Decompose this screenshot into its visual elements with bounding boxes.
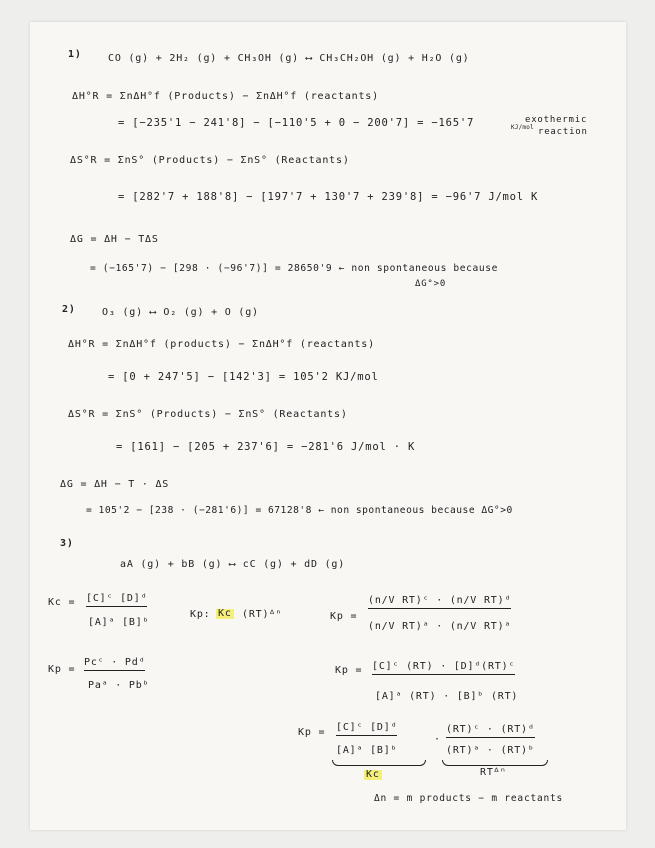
kp-final-numerator-2: (RT)ᶜ · (RT)ᵈ <box>446 725 535 738</box>
q2-gibbs-definition: ΔG = ΔH − T · ΔS <box>60 479 170 490</box>
kp-final-label: Kp = <box>298 727 326 738</box>
q1-gibbs-condition: ΔG°>0 <box>415 279 447 289</box>
q1-gibbs-definition: ΔG = ΔH − TΔS <box>70 234 159 245</box>
kp-final-denominator-2: (RT)ᵃ · (RT)ᵇ <box>446 745 535 756</box>
q2-number: 2) <box>62 304 76 315</box>
rt-underbrace <box>442 760 548 766</box>
kp-nv-numerator: (n/V RT)ᶜ · (n/V RT)ᵈ <box>368 596 511 609</box>
q1-reaction-note: reaction <box>538 127 588 137</box>
q1-enthalpy-definition: ΔH°R = ΣnΔH°f (Products) − ΣnΔH°f (reactants) <box>72 91 379 102</box>
kp-relation-kc-highlighted: Kc <box>218 608 232 619</box>
kp-final-dot: · <box>434 734 441 745</box>
q2-entropy-calculation: = [161] − [205 + 237'6] = −281'6 J/mol · K <box>116 441 416 453</box>
kp-conc-denominator: [A]ᵃ (RT) · [B]ᵇ (RT) <box>375 691 519 702</box>
delta-n-definition: Δn = m products − m reactants <box>374 793 564 804</box>
q2-enthalpy-calculation: = [0 + 247'5] − [142'3] = 105'2 KJ/mol <box>108 371 379 383</box>
q2-gibbs-calculation: = 105'2 − [238 · (−281'6)] = 67128'8 ← non spontaneous because ΔG°>0 <box>86 505 513 516</box>
kp-final-rt-dn: RTᐞⁿ <box>480 767 507 778</box>
kc-label: Kc = <box>48 597 76 608</box>
kp-final-kc-highlighted: Kc <box>366 769 380 780</box>
q1-reaction: CO (g) + 2H₂ (g) + CH₃OH (g) ⟷ CH₃CH₂OH (g) + H₂O (g) <box>108 53 470 64</box>
q2-entropy-definition: ΔS°R = ΣnS° (Products) − ΣnS° (Reactants) <box>68 409 348 420</box>
kc-underbrace <box>332 760 426 766</box>
q1-enthalpy-calculation: = [−235'1 − 241'8] − [−110'5 + 0 − 200'7] = −165'7 <box>118 117 475 129</box>
q1-entropy-calculation: = [282'7 + 188'8] − [197'7 + 130'7 + 239'8] = −96'7 J/mol K <box>118 191 539 203</box>
q1-number: 1) <box>68 49 82 60</box>
kc-denominator: [A]ᵃ [B]ᵇ <box>88 617 150 628</box>
handwritten-page <box>30 22 626 830</box>
kp-pressure-label: Kp = <box>48 664 76 675</box>
kp-pressure-numerator: Pcᶜ · Pdᵈ <box>84 658 145 671</box>
q3-reaction: aA (g) + bB (g) ⟷ cC (g) + dD (g) <box>120 559 346 570</box>
kc-numerator: [C]ᶜ [D]ᵈ <box>86 594 147 607</box>
kp-final-denominator-1: [A]ᵃ [B]ᵇ <box>336 745 398 756</box>
q3-number: 3) <box>60 538 74 549</box>
q1-exothermic-note: exothermic <box>525 115 588 125</box>
kp-conc-label: Kp = <box>335 665 363 676</box>
kp-relation-rt: (RT)ᐞⁿ <box>242 609 283 620</box>
q1-enthalpy-unit: KJ/mol <box>511 124 534 131</box>
q1-gibbs-calculation: = (−165'7) − [298 · (−96'7)] = 28650'9 ← non spontaneous because <box>90 263 499 274</box>
q1-entropy-definition: ΔS°R = ΣnS° (Products) − ΣnS° (Reactants) <box>70 155 350 166</box>
q2-reaction: O₃ (g) ⟷ O₂ (g) + O (g) <box>102 307 259 318</box>
kp-pressure-denominator: Paᵃ · Pbᵇ <box>88 680 150 691</box>
kp-relation-label: Kp: <box>190 609 211 620</box>
kp-conc-numerator: [C]ᶜ (RT) · [D]ᵈ(RT)ᶜ <box>372 662 515 675</box>
kp-nv-denominator: (n/V RT)ᵃ · (n/V RT)ᵃ <box>368 621 512 632</box>
kp-final-numerator-1: [C]ᶜ [D]ᵈ <box>336 723 397 736</box>
kp-nv-label: Kp = <box>330 611 358 622</box>
q2-enthalpy-definition: ΔH°R = ΣnΔH°f (products) − ΣnΔH°f (reactants) <box>68 339 375 350</box>
